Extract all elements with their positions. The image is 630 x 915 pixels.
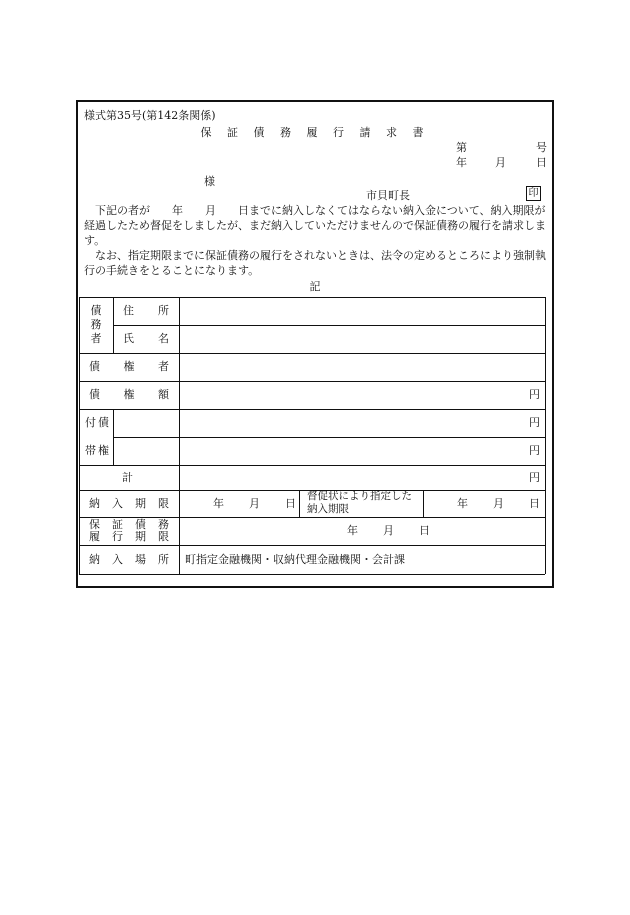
designated-year: 年 — [457, 497, 468, 510]
place-label: 納 入 場 所 — [89, 553, 169, 566]
creditor-label: 債 権 者 — [89, 360, 169, 373]
total-label: 計 — [122, 471, 133, 484]
date-year: 年 — [456, 156, 467, 169]
seal-mark: 印 — [526, 186, 541, 201]
guarantee-year: 年 — [347, 524, 358, 537]
body-text — [84, 203, 550, 278]
designated-day: 日 — [529, 497, 540, 510]
address-label: 住 所 — [123, 304, 169, 317]
due-label: 納 入 期 限 — [89, 497, 169, 510]
attached-label: 付 債 — [85, 416, 109, 429]
guarantee-due-label: 保 証 債 務 履 行 期 限 — [89, 518, 169, 543]
ki-heading: 記 — [309, 280, 321, 293]
due-day: 日 — [285, 497, 296, 510]
form-frame — [76, 100, 554, 588]
due-month: 月 — [249, 497, 260, 510]
body-paragraph-2: なお、指定期限までに保証債務の履行をされないときは、法令の定めるところにより強制執行の手続きをとることになります。 — [84, 249, 546, 277]
amount-yen: 円 — [529, 388, 540, 401]
attached-yen-1: 円 — [529, 416, 540, 429]
date-month: 月 — [495, 156, 506, 169]
name-label: 氏 名 — [123, 332, 169, 345]
document-title: 保 証 債 務 履 行 請 求 書 — [200, 126, 430, 139]
detail-table — [79, 297, 545, 574]
guarantee-day: 日 — [419, 524, 430, 537]
due-year: 年 — [213, 497, 224, 510]
number-suffix: 号 — [536, 141, 547, 154]
designated-month: 月 — [493, 497, 504, 510]
debtor-label: 債 務 者 — [90, 304, 102, 345]
issuer-name: 市貝町長 — [366, 189, 410, 202]
form-number: 様式第35号(第142条関係) — [84, 109, 216, 122]
designated-due-label: 督促状により指定した納入期限 — [307, 490, 412, 515]
guarantee-month: 月 — [383, 524, 394, 537]
body-paragraph-1: 下記の者が 年 月 日までに納入しなくてはならない納入金について、納入期限が経過したため督促をしましたが、まだ納入していただけませんので保証債務の履行を請求します。 — [84, 204, 546, 247]
attached-label-2: 帯 権 — [85, 444, 109, 457]
date-day: 日 — [536, 156, 547, 169]
attached-yen-2: 円 — [529, 444, 540, 457]
addressee-suffix: 様 — [204, 175, 215, 188]
amount-label: 債 権 額 — [89, 388, 169, 401]
place-value: 町指定金融機関・収納代理金融機関・会計課 — [185, 553, 405, 566]
total-yen: 円 — [529, 471, 540, 484]
number-prefix: 第 — [456, 141, 467, 154]
